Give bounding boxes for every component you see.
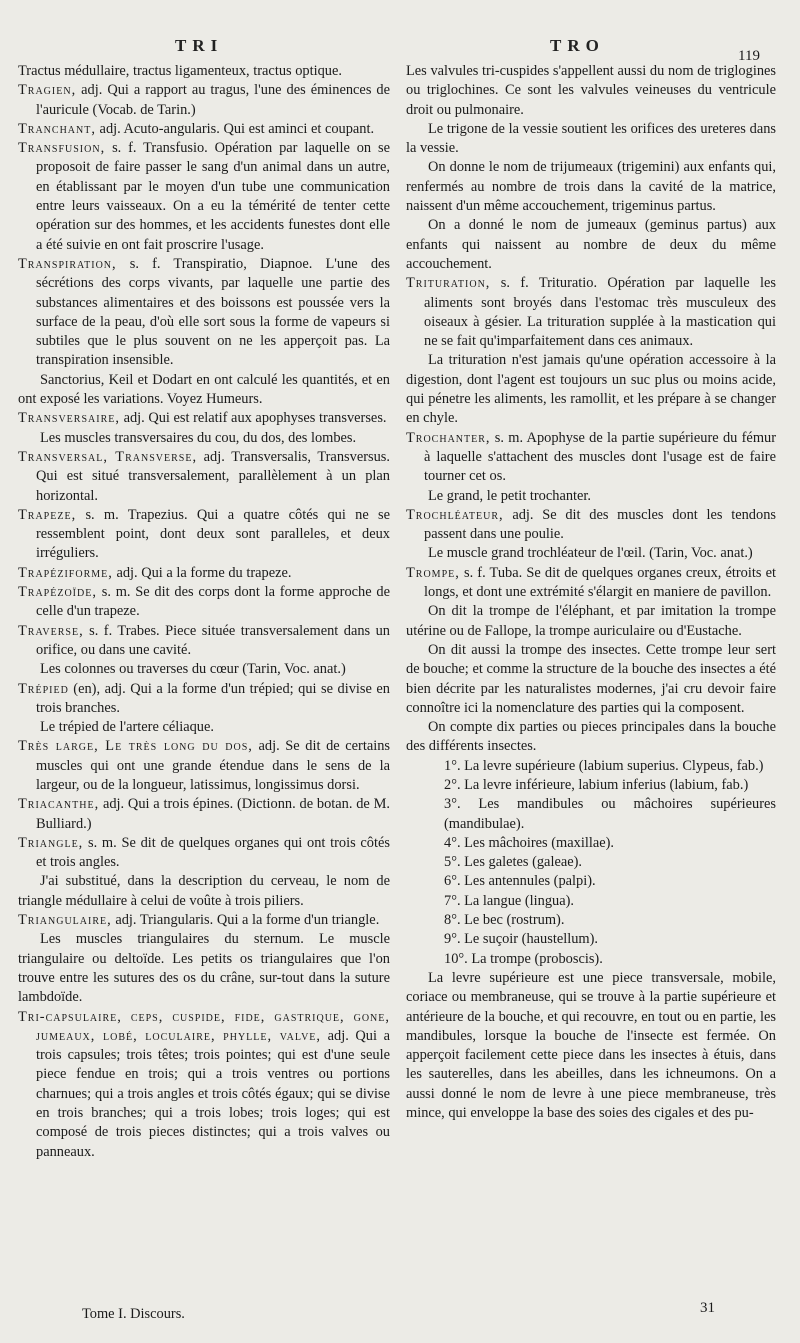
entry-text: J'ai substitué, dans la description du cerveau, le nom de triangle médullaire à celui de voûte à trois piliers. <box>18 873 390 909</box>
entry-headword: Très large, Le très long du dos, <box>18 738 253 755</box>
entry-text: On a donné le nom de jumeaux (geminus partus) aux enfants qui naissent au nombre de deux du même accouchement. <box>406 217 776 272</box>
entry-text: On donne le nom de trijumeaux (trigemini) aux enfants qui, renfermés au nombre de trois dans la cavité de la matrice, naissent d'un même accouchement, trigeminus partus. <box>406 159 776 215</box>
entry-headword: Traverse, <box>18 622 84 639</box>
paragraph <box>18 660 390 679</box>
paragraph <box>406 872 776 891</box>
entry-text: s. f. Tuba. Se dit de quelques organes creux, étroits et longs, et dont une extrémité s'élargit en maniere de pavillon. <box>424 564 776 601</box>
entry-text: s. f. Transpiratio, Diapnoe. L'une des sécrétions des corps vivants, par laquelle une partie des substances alimentaires et des boissons est poussée vers la surface de la peau, d'où elle sort sous la forme de vapeurs si subtiles que le plus souvent on ne les apperçoit pas. La transpiration insensible. <box>36 255 390 369</box>
dictionary-entry <box>406 506 776 545</box>
entry-text: Les muscles triangulaires du sternum. Le muscle triangulaire ou deltoïde. Les petits os triangulaires que l'on trouve entre les sutures des os du crâne, sur-tout dans la suture lambdoïde. <box>18 931 390 1006</box>
entry-headword: Tri-capsulaire, ceps, cuspide, fide, gastrique, gone, jumeaux, lobé, loculaire, phylle, valve, <box>18 1008 390 1044</box>
entry-text: adj. Transversalis, Transversus. Qui est situé transversalement, parallèlement à un plan horizontal. <box>36 448 390 504</box>
dictionary-entry <box>18 409 390 428</box>
paragraph <box>18 718 390 737</box>
paragraph <box>406 795 776 834</box>
entry-text: On compte dix parties ou pieces principales dans la bouche des différents insectes. <box>406 719 776 755</box>
paragraph <box>406 487 776 506</box>
dictionary-entry <box>18 120 390 139</box>
entry-text: 9°. Le suçoir (haustellum). <box>444 931 599 948</box>
paragraph <box>18 872 390 911</box>
entry-headword: Trompe, <box>406 564 460 581</box>
running-head-left: TRI <box>175 36 224 55</box>
entry-text: s. m. Apophyse de la partie supérieure du fémur à laquelle s'attachent des muscles dont l'usage est de faire tourner cet os. <box>424 429 776 485</box>
paragraph <box>406 757 776 776</box>
paragraph <box>406 853 776 872</box>
entry-text: La trituration n'est jamais qu'une opération accessoire à la digestion, dont l'agent est toujours un suc plus ou moins acide, qui pénetre les aliments, les ramollit, et les prépare à se changer en chyle. <box>406 352 776 427</box>
entry-text: adj. Qui a trois capsules; trois têtes; trois pointes; qui est d'une seule piece fendue en trois; qui a trois ventres ou portions charnues; qui a trois angles et trois côtés égaux; qui se divise en trois branches; qui a trois lobes; trois loges; qui est composé de trois pieces distinctes; qui a trois valves ou panneaux. <box>36 1027 390 1160</box>
right-column <box>406 62 776 1123</box>
entry-text: 10°. La trompe (proboscis). <box>444 950 603 967</box>
entry-text: Les muscles transversaires du cou, du dos, des lombes. <box>40 429 357 446</box>
entry-headword: Trapéziforme, <box>18 564 113 581</box>
entry-text: s. f. Trituratio. Opération par laquelle les aliments sont broyés dans l'estomac très musculeux des oiseaux à gésier. La trituration supplée à la mastication qui ne se fait qu'imparfaitement dans ces animaux. <box>424 275 776 350</box>
entry-text: Le muscle grand trochléateur de l'œil. (Tarin, Voc. anat.) <box>428 545 753 562</box>
entry-text: s. m. Trapezius. Qui a quatre côtés qui ne se ressemblent point, dont deux sont paralleles, et deux irréguliers. <box>36 506 390 562</box>
entry-text: 4°. Les mâchoires (maxillae). <box>444 834 614 851</box>
dictionary-entry <box>18 139 390 255</box>
entry-text: Les valvules tri-cuspides s'appellent aussi du nom de triglogines ou triglochines. Ce sont les valvules veineuses du ventricule droit ou pulmonaire. <box>406 63 776 118</box>
folio-number: 31 <box>700 1300 715 1316</box>
paragraph <box>406 718 776 757</box>
dictionary-entry <box>406 564 776 603</box>
paragraph <box>18 930 390 1007</box>
entry-text: s. m. Se dit de quelques organes qui ont trois côtés et trois angles. <box>36 834 390 871</box>
dictionary-entry <box>18 81 390 120</box>
paragraph <box>406 911 776 930</box>
dictionary-entry <box>18 911 390 930</box>
dictionary-entry <box>18 795 390 834</box>
entry-text: On dit la trompe de l'éléphant, et par imitation la trompe utérine ou de Fallope, la trompe auriculaire ou d'Eustache. <box>406 603 776 639</box>
paragraph <box>406 776 776 795</box>
entry-text: 2°. La levre inférieure, labium inferius (labium, fab.) <box>444 776 749 793</box>
entry-headword: Trochanter, <box>406 429 491 446</box>
entry-text: adj. Qui a la forme du trapeze. <box>112 564 292 581</box>
entry-headword: Transpiration, <box>18 255 117 272</box>
entry-text: 8°. Le bec (rostrum). <box>444 912 565 929</box>
entry-text: adj. Qui a rapport au tragus, l'une des éminences de l'auricule (Vocab. de Tarin.) <box>36 82 390 118</box>
dictionary-entry <box>406 274 776 351</box>
entry-text: (en), adj. Qui a la forme d'un trépied; qui se divise en trois branches. <box>36 680 390 716</box>
entry-headword: Trochléateur, <box>406 506 504 523</box>
entry-headword: Transversaire, <box>18 410 120 427</box>
paragraph <box>406 602 776 641</box>
entry-text: 6°. Les antennules (palpi). <box>444 873 596 890</box>
entry-text: Les colonnes ou traverses du cœur (Tarin, Voc. anat.) <box>40 661 346 678</box>
paragraph <box>406 351 776 428</box>
entry-headword: Trépied <box>18 680 69 697</box>
paragraph <box>406 544 776 563</box>
entry-text: adj. Acuto-angularis. Qui est aminci et coupant. <box>95 120 375 137</box>
dictionary-entry <box>406 429 776 487</box>
paragraph <box>18 62 390 81</box>
entry-text: adj. Qui est relatif aux apophyses transverses. <box>119 410 387 427</box>
entry-headword: Trituration, <box>406 275 491 292</box>
paragraph <box>406 120 776 159</box>
entry-text: Tractus médullaire, tractus ligamenteux, tractus optique. <box>18 63 342 79</box>
entry-text: 5°. Les galetes (galeae). <box>444 854 582 871</box>
paragraph <box>406 930 776 949</box>
entry-headword: Tragien, <box>18 82 77 99</box>
entry-headword: Triangle, <box>18 834 84 851</box>
dictionary-entry <box>18 506 390 564</box>
dictionary-entry <box>18 583 390 622</box>
entry-text: 7°. La langue (lingua). <box>444 892 575 909</box>
entry-text: Le trépied de l'artere céliaque. <box>40 719 214 736</box>
dictionary-entry <box>18 448 390 506</box>
entry-text: Sanctorius, Keil et Dodart en ont calculé les quantités, et en ont exposé les variations. Voyez Humeurs. <box>18 371 390 408</box>
dictionary-entry <box>18 1008 390 1162</box>
entry-text: s. m. Se dit des corps dont la forme approche de celle d'un trapeze. <box>36 584 390 620</box>
entry-text: adj. Se dit de certains muscles qui ont une grande étendue dans le sens de la largeur, ou de la longueur, latissimus, longissimus dorsi. <box>36 738 391 793</box>
entry-text: Le grand, le petit trochanter. <box>428 487 592 504</box>
entry-headword: Triacanthe, <box>18 796 100 813</box>
entry-headword: Triangulaire, <box>18 912 112 929</box>
paragraph <box>406 950 776 969</box>
entry-text: Le trigone de la vessie soutient les orifices des ureteres dans la vessie. <box>406 120 776 157</box>
paragraph <box>406 62 776 120</box>
entry-text: La levre supérieure est une piece transversale, mobile, coriace ou membraneuse, qui se trouve à la partie supérieure et antérieure de la bouche, et qui recouvre, en tout ou en partie, les mandibules, lorsque la bouche de l'insecte est fermée. On apperçoit facilement cette piece dans les insectes à étuis, dans les sauterelles, dans les abeilles, dans les ichneumons. On a aussi donné le nom de levre à une piece membraneuse, très mince, qui enveloppe la base des soies des cigales et des pu- <box>406 969 776 1122</box>
page-number: 119 <box>738 48 760 64</box>
entry-headword: Transversal, Transverse, <box>18 448 198 465</box>
entry-text: adj. Qui a trois épines. (Dictionn. de botan. de M. Bulliard.) <box>36 796 390 832</box>
dictionary-entry <box>18 622 390 661</box>
entry-headword: Trapézoïde, <box>18 584 97 601</box>
paragraph <box>18 371 390 410</box>
running-head-center: TRO <box>550 36 605 55</box>
entry-text: adj. Triangularis. Qui a la forme d'un triangle. <box>111 912 380 929</box>
entry-text: 3°. Les mandibules ou mâchoires supérieures (mandibulae). <box>444 796 776 832</box>
paragraph <box>406 834 776 853</box>
paragraph <box>18 429 390 448</box>
paragraph <box>406 216 776 274</box>
entry-text: s. f. Trabes. Piece située transversalement dans un orifice, ou dans une cavité. <box>36 622 390 658</box>
entry-text: s. f. Transfusio. Opération par laquelle on se proposoit de faire passer le sang d'un animal dans un autre, en établissant par le moyen d'un tube une communication entre leurs vaisseaux. On a eu la témérité de tenter cette opération sur des hommes, et les accidents funestes dont elle a été suivie en ont fait proscrire l'usage. <box>36 140 390 253</box>
entry-headword: Trapeze, <box>18 506 77 523</box>
entry-text: 1°. La levre supérieure (labium superius. Clypeus, fab.) <box>444 757 764 774</box>
entry-headword: Tranchant, <box>18 120 96 137</box>
dictionary-entry <box>18 564 390 583</box>
dictionary-entry <box>18 255 390 371</box>
paragraph <box>406 892 776 911</box>
paragraph <box>406 641 776 718</box>
paragraph <box>406 969 776 1123</box>
dictionary-entry <box>18 737 390 795</box>
paragraph <box>406 158 776 216</box>
dictionary-entry <box>18 680 390 719</box>
dictionary-entry <box>18 834 390 873</box>
left-column <box>18 62 390 1162</box>
entry-text: adj. Se dit des muscles dont les tendons passent dans une poulie. <box>424 506 776 543</box>
entry-text: On dit aussi la trompe des insectes. Cette trompe leur sert de bouche; et comme la structure de la bouche des insectes a été bien décrite par les naturalistes modernes, j'ai cru devoir faire connoître ici la nomenclature des parties qui la composent. <box>406 641 776 716</box>
entry-headword: Transfusion, <box>18 140 106 157</box>
signature-line: Tome I. Discours. <box>82 1306 185 1322</box>
